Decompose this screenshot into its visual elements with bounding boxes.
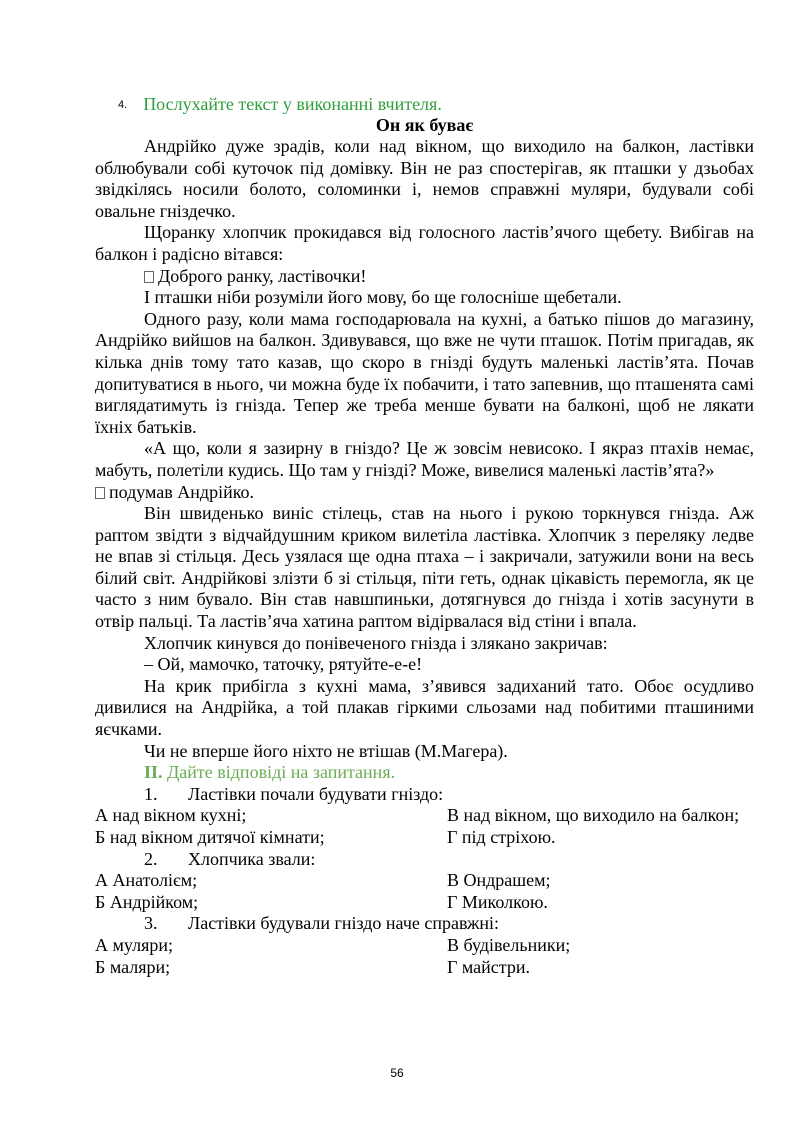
paragraph: І пташки ніби розуміли його мову, бо ще голосніше щебетали. [144, 287, 622, 308]
question-number: 3. [144, 913, 158, 934]
answer-option: В будівельники; [447, 934, 571, 955]
paragraph: Щоранку хлопчик прокидався від голосного ластів’ячого щебету. Вибігав на балкон і радісно вітався: [95, 222, 754, 264]
question-text: Ластівки почали будувати гніздо: [188, 783, 444, 804]
answer-option: Г Миколкою. [447, 891, 548, 912]
task-instruction: Послухайте текст у виконанні вчителя. [143, 94, 442, 114]
question [95, 784, 754, 806]
answer-options [95, 935, 754, 978]
answer-option: А над вікном кухні; [95, 805, 247, 826]
answer-option: А Анатолієм; [95, 870, 198, 891]
missing-glyph-icon [144, 271, 154, 283]
answer-options [95, 870, 754, 913]
paragraph: На крик прибігла з кухні мама, з’явився задиханий тато. Обоє осудливо дивилися на Андрійка, а той плакав гіркими сльозами над побитими пташиними яєчками. [95, 675, 754, 740]
answer-options [95, 805, 754, 848]
question-number: 1. [144, 783, 158, 804]
answer-column-left [95, 870, 447, 913]
answer-option: Г під стріхою. [447, 827, 556, 847]
answer-column-right [447, 935, 754, 978]
thought-attribution: подумав Андрійко. [95, 482, 754, 504]
answer-column-left [95, 805, 447, 848]
paragraph: Хлопчик кинувся до понівеченого гнізда і злякано закричав: [144, 632, 608, 653]
answer-column-right [447, 805, 754, 848]
paragraph: Чи не вперше його ніхто не втішав (М.Магера). [144, 740, 508, 761]
question-text: Ластівки будували гніздо наче справжні: [188, 913, 500, 934]
section-numeral: ІІ. [144, 762, 163, 783]
question [95, 849, 754, 871]
greeting-line [95, 266, 754, 288]
question-number: 2. [144, 848, 158, 869]
story-title: Он як буває [375, 115, 474, 135]
answer-option: Б над вікном дитячої кімнати; [95, 827, 325, 847]
answer-option: Г майстри. [447, 956, 531, 977]
question-text: Хлопчика звали: [188, 848, 316, 869]
paragraph: «А що, коли я зазирну в гніздо? Це ж зовсім невисоко. І якраз птахів немає, мабуть, полетіли кудись. Що там у гнізді? Може, вивелися маленькі ластів’ята?» [95, 438, 754, 480]
answer-option: В Ондрашем; [447, 870, 551, 891]
task-heading [95, 94, 754, 115]
greeting-text: Доброго ранку, ластівочки! [158, 265, 367, 286]
answer-column-right [447, 870, 754, 913]
answer-option: Б Андрійком; [95, 891, 199, 912]
document-page [95, 94, 754, 978]
paragraph: Він швиденько виніс стілець, став на нього і рукою торкнувся гнізда. Аж раптом звідти з відчайдушним криком вилетіла ластівка. Хлопчик з переляку ледве не впав зі стільця. Десь узялася ще одна птаха – і закричали, затужили вони на весь білий світ. Андрійкові злізти б зі стільця, піти геть, однак цікавість перемогла, як це часто з ним бувало. Він став навшпиньки, дотягнувся до гнізда і хотів засунути в отвір пальці. Та ластів’яча хатина раптом відірвалася від стіни і впала. [95, 503, 754, 632]
task-number: 4. [118, 99, 128, 111]
answer-option: Б маляри; [95, 956, 171, 977]
paragraph: Андрійко дуже зрадів, коли над вікном, що виходило на балкон, ластівки облюбували собі куточок під домівку. Він не раз спостерігав, як пташки у дзьобах звідкілясь носили болото, соломинки і, немов справжні муляри, будували собі овальне гніздечко. [95, 136, 754, 221]
answer-option: В над вікном, що виходило на балкон; [447, 805, 740, 826]
page-number: 56 [390, 1066, 404, 1080]
cry-line: – Ой, мамочко, таточку, рятуйте-е-е! [144, 654, 423, 675]
missing-glyph-icon [95, 487, 105, 499]
section-text: Дайте відповіді на запитання. [167, 762, 396, 783]
section-heading [95, 762, 754, 784]
answer-option: А муляри; [95, 934, 173, 955]
paragraph: Одного разу, коли мама господарювала на кухні, а батько пішов до магазину, Андрійко вийшов на балкон. Здивувався, що вже не чути пташок. Потім пригадав, як кілька днів тому тато казав, що скоро в гнізді будуть маленькі ластів’ята. Почав допитуватися в нього, чи можна буде їх побачити, і тато запевнив, що пташенята самі виглядатимуть із гнізда. Тепер же треба менше бувати на балконі, щоб не лякати їхніх батьків. [95, 308, 754, 437]
answer-column-left [95, 935, 447, 978]
question [95, 913, 754, 935]
